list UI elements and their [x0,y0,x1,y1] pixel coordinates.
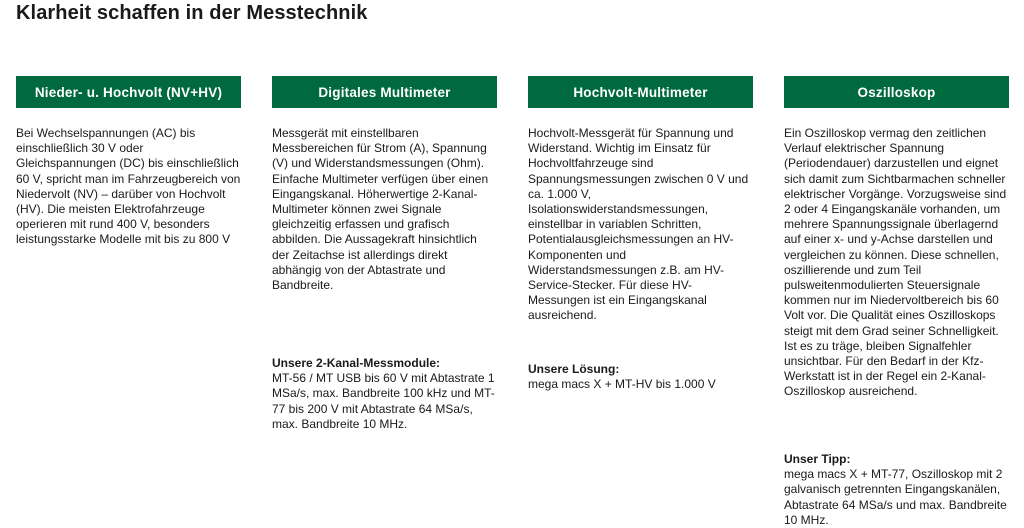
column-sub-text: mega macs X + MT-HV bis 1.000 V [528,377,716,392]
column-sub-text: MT-56 / MT USB bis 60 V mit Abtastrate 1 MSa/s, max. Bandbreite 100 kHz und MT-77 bis 200 V mit Abtastrate 64 MSa/s, max. Bandbreite 10 MHz. [272,371,495,431]
column-sub-text: mega macs X + MT-77, Oszilloskop mit 2 galvanisch getrennten Eingangskanälen, Abtastrate 64 MSa/s und max. Bandbreite 10 MHz. [784,467,1007,527]
column-nv-hv [16,76,241,248]
column-body [272,126,497,293]
column-body [528,126,753,324]
column-hv-multimeter [528,76,753,392]
column-heading: Digitales Multimeter [272,76,497,108]
column-sub-block [272,356,497,432]
column-heading: Nieder- u. Hochvolt (NV+HV) [16,76,241,108]
column-heading: Oszilloskop [784,76,1009,108]
column-digital-multimeter [272,76,497,431]
page-title: Klarheit schaffen in der Messtechnik [16,2,368,24]
column-text: Ein Oszilloskop vermag den zeitlichen Verlauf elektrischer Spannung (Periodendauer) darzustellen und eignet sich damit zum Sichtbarmachen schneller elektrischer Vorgänge. Vorzugsweise sind 2 oder 4 Eingangskanäle vorhanden, um mehrere Spannungssignale überlagernd auf einer x- und y-Achse darstellen und vergleichen zu können. Diese schnellen, oszillierende und zum Teil pulsweitenmodulierten Steuersignale kommen nur im Niedervoltbereich bis 60 Volt vor. Die Qualität eines Oszilloskops steigt mit dem Grad seiner Schnelligkeit. Ist es zu träge, bleiben Signalfehler unsichtbar. Für den Bedarf in der Kfz-Werkstatt ist in der Regel ein 2-Kanal-Oszilloskop ausreichend. [784,126,1007,399]
column-sub-title: Unser Tipp: [784,452,851,466]
column-sub-title: Unsere Lösung: [528,362,620,376]
column-text: Messgerät mit einstellbaren Messbereichen für Strom (A), Spannung (V) und Widerstandsmessungen (Ohm). Einfache Multimeter verfügen über einen Eingangskanal. Höherwertige 2-Kanal-Multimeter können zwei Signale gleichzeitig erfassen und grafisch abbilden. Die Aussagekraft hinsichtlich der Zeitachse ist allerdings direkt abhängig von der Abtastrate und Bandbreite. [272,126,489,293]
column-sub-block [528,362,753,392]
column-body [784,126,1009,400]
column-text: Hochvolt-Messgerät für Spannung und Widerstand. Wichtig im Einsatz für Hochvoltfahrzeuge sind Spannungsmessungen zwischen 0 V und ca. 1.000 V, Isolationswiderstandsmessungen, einstellbar in variablen Schritten, Potentialausgleichsmessungen an HV-Komponenten und Widerstandsmessungen z.B. am HV-Service-Stecker. Für diese HV-Messungen ist ein Eingangskanal ausreichend. [528,126,749,323]
column-text: Bei Wechselspannungen (AC) bis einschließlich 30 V oder Gleichspannungen (DC) bis einschließlich 60 V, spricht man im Fahrzeugbereich von Niedervolt (NV) – darüber von Hochvolt (HV). Die meisten Elektrofahrzeuge operieren mit rund 400 V, besonders leistungsstarke Modelle mit bis zu 800 V [16,126,241,247]
column-sub-title: Unsere 2-Kanal-Messmodule: [272,356,441,370]
column-body [16,126,241,248]
column-heading: Hochvolt-Multimeter [528,76,753,108]
column-oscilloscope [784,76,1009,527]
column-sub-block [784,452,1009,528]
